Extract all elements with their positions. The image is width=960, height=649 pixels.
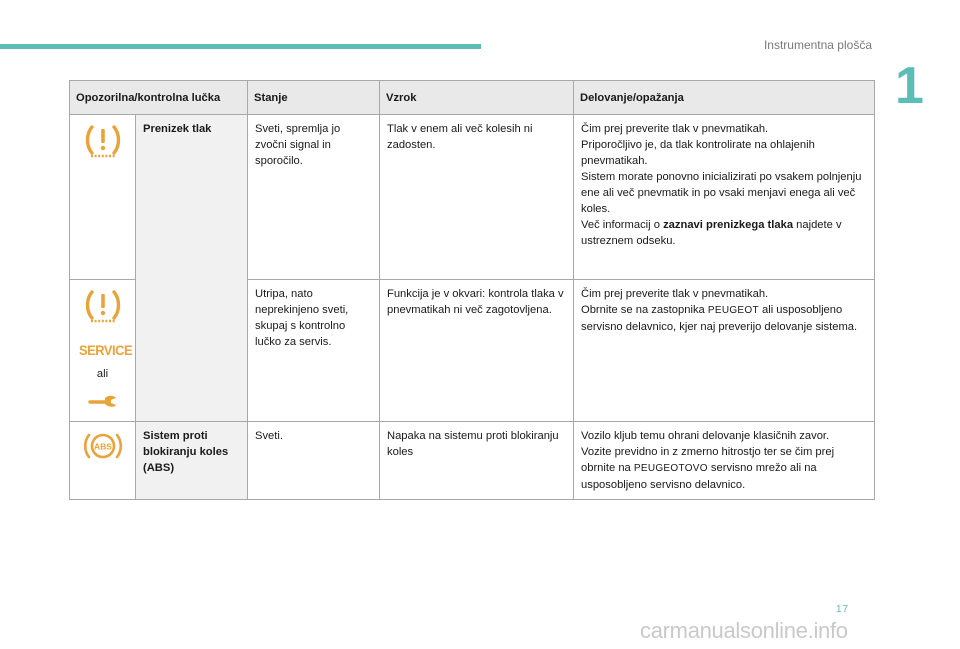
lamp-icon-cell <box>70 115 136 280</box>
abs-icon-text: ABS <box>93 441 112 452</box>
table-row <box>70 115 875 280</box>
table-header-row <box>70 81 875 115</box>
action-cell <box>574 115 875 280</box>
table-row <box>70 422 875 500</box>
tire-pressure-icon <box>83 121 123 161</box>
action-text: Več informacij o <box>581 219 664 231</box>
state-cell: Sveti. <box>248 422 380 500</box>
or-label: ali <box>96 368 109 380</box>
action-line: Čim prej preverite tlak v pnevmatikah. <box>581 288 769 300</box>
lamp-icon-cell <box>70 422 136 500</box>
brand-name: PEUGEOTOVO <box>633 463 708 474</box>
header-action: Delovanje/opažanja <box>574 81 875 115</box>
action-line <box>581 217 867 249</box>
tire-pressure-icon <box>83 286 123 326</box>
action-text: ali usposobljeno servisno delavnico, kjer naj preverijo delovanje sistema. <box>581 304 858 333</box>
action-line <box>581 302 867 335</box>
action-line: Čim prej preverite tlak v pnevmatikah. <box>581 123 769 135</box>
abs-icon <box>82 428 124 464</box>
state-cell: Sveti, spremlja jo zvočni signal in sporočilo. <box>248 115 380 280</box>
header-cause: Vzrok <box>380 81 574 115</box>
header-accent-bar <box>0 44 481 49</box>
section-title: Instrumentna plošča <box>763 38 872 52</box>
action-line <box>581 444 867 493</box>
action-line: Sistem morate ponovno inicializirati po vsakem polnjenju ene ali več pnevmatik in po vsaki menjavi enega ali več koles. <box>581 171 862 215</box>
action-cell <box>574 422 875 500</box>
brand-name: PEUGEOT <box>707 305 759 316</box>
header-state: Stanje <box>248 81 380 115</box>
chapter-number: 1 <box>895 57 924 115</box>
lamp-icon-cell <box>70 280 136 422</box>
action-cell <box>574 280 875 422</box>
service-text-icon: SERVICE <box>79 342 133 358</box>
state-cell: Utripa, nato neprekinjeno sveti, skupaj s kontrolno lučko za servis. <box>248 280 380 422</box>
wrench-icon <box>88 394 118 408</box>
warning-lamps-table <box>69 80 875 500</box>
cause-cell: Tlak v enem ali več kolesih ni zadosten. <box>380 115 574 280</box>
cause-cell: Napaka na sistemu proti blokiranju koles <box>380 422 574 500</box>
page-number: 17 <box>836 604 850 615</box>
lamp-label-abs: Sistem proti blokiranju koles (ABS) <box>136 422 248 500</box>
watermark: carmanualsonline.info <box>640 618 848 643</box>
cross-reference: zaznavi prenizkega tlaka <box>663 219 794 231</box>
action-text: najdete v ustreznem odseku. <box>581 219 842 247</box>
header-lamp: Opozorilna/kontrolna lučka <box>70 81 248 115</box>
lamp-label-low-pressure: Prenizek tlak <box>136 115 248 422</box>
action-line: Priporočljivo je, da tlak kontrolirate na ohlajenih pnevmatikah. <box>581 139 815 167</box>
cause-cell: Funkcija je v okvari: kontrola tlaka v pnevmatikah ni več zagotovljena. <box>380 280 574 422</box>
action-text: Obrnite se na zastopnika <box>581 304 708 316</box>
action-line: Vozilo kljub temu ohrani delovanje klasičnih zavor. <box>581 430 830 442</box>
action-text: servisno mrežo ali na usposobljeno servisno delavnico. <box>581 462 817 491</box>
action-text: Vozite previdno in z zmerno hitrostjo ter se čim prej obrnite na <box>581 446 835 474</box>
